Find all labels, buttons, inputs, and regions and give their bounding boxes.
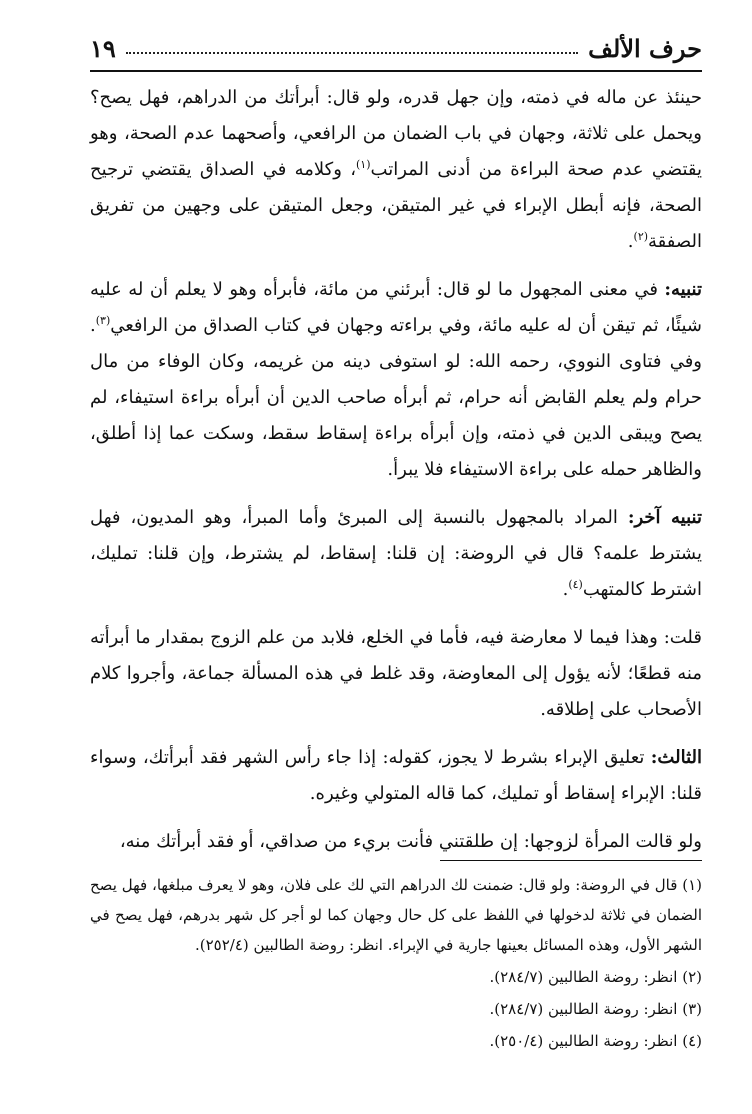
- footnote-separator: [440, 860, 702, 861]
- paragraph: [90, 740, 702, 812]
- header-rule: [90, 70, 702, 72]
- paragraph-text: تعليق الإبراء بشرط لا يجوز، كقوله: إذا جاء رأس الشهر فقد أبرأتك، وسواء قلنا: الإبراء إسقاط أو تمليك، كما قاله المتولي وغيره.: [90, 747, 702, 804]
- paragraph: [90, 272, 702, 488]
- paragraph: [90, 500, 702, 608]
- footnote-ref: (٣): [95, 314, 111, 327]
- paragraph-text: .: [627, 231, 634, 252]
- paragraph-text: .: [562, 579, 569, 600]
- paragraph-heading: تنبيه:: [664, 279, 702, 300]
- paragraph-text: في معنى المجهول ما لو قال: أبرئني من مائة، فأبرأه وهو لا يعلم أن له عليه شيئًا، ثم تيقن أن له عليه مائة، وفي براءته وجهان في كتاب الصداق من الرافعي: [90, 279, 702, 336]
- paragraph-text: حينئذ عن ماله في ذمته، وإن جهل قدره، ولو قال: أبرأتك من الدراهم، فهل يصح؟ ويحمل على ثلاثة، وجهان في باب الضمان من الرافعي، وأصحهما عدم الصحة، وهو يقتضي عدم صحة البراءة من أدنى المراتب: [90, 87, 702, 180]
- footnote: (٤) انظر: روضة الطالبين (٢٥٠/٤).: [489, 1032, 702, 1050]
- leader-dots: [126, 52, 578, 54]
- footnote: (٣) انظر: روضة الطالبين (٢٨٤/٧).: [489, 1000, 702, 1018]
- paragraph-heading: تنبيه آخر:: [627, 507, 702, 528]
- page-header: [90, 30, 702, 66]
- footnote: (١) قال في الروضة: ولو قال: ضمنت لك الدراهم التي لك على فلان، وهو لا يعرف مبلغها، فهل يصح الضمان في ثلاثة لدخولها في اللفظ على كل حال وجهان كما لو أجر كل شهر بدرهم، فهل يصح في الشهر الأول، وهذه المسائل بعينها جارية في الإبراء. انظر: روضة الطالبين (٢٥٢/٤).: [90, 876, 702, 954]
- footnote-ref: (٤): [568, 578, 583, 591]
- paragraph-text: . وفي فتاوى النووي، رحمه الله: لو استوفى دينه من غريمه، وكان الوفاء من مال حرام ولم يعلم القابض أنه حرام، ثم أبرأه صاحب الدين أن أبرأه براءة استيفاء، لم يصح ويبقى الدين في ذمته، وإن أبرأه براءة إسقاط سقط، وسكت عما إذا أطلق، والظاهر حمله على براءة الاستيفاء فلا يبرأ.: [90, 315, 702, 480]
- paragraph: [90, 824, 702, 860]
- running-title: حرف الألف: [588, 33, 702, 63]
- footnote-ref: (١): [356, 158, 371, 171]
- main-text: [90, 80, 702, 872]
- paragraph-text: ، وكلامه في الصداق يقتضي ترجيح الصحة، فإنه أبطل الإبراء في غير المتيقن، وجعل المتيقن على وجهين من تفريق الصفقة: [90, 159, 702, 252]
- paragraph-heading: الثالث:: [650, 747, 702, 768]
- paragraph-text: ولو قالت المرأة لزوجها: إن طلقتني فأنت بريء من صداقي، أو فقد أبرأتك منه،: [119, 831, 702, 852]
- paragraph: [90, 80, 702, 260]
- paragraph-text: قلت: وهذا فيما لا معارضة فيه، فأما في الخلع، فلابد من علم الزوج بمقدار ما أبرأته منه قطعًا؛ لأنه يؤول إلى المعاوضة، وقد غلط في هذه المسألة جماعة، وأجروا كلام الأصحاب على إطلاقه.: [90, 627, 702, 720]
- paragraph: [90, 620, 702, 728]
- footnotes: [90, 870, 702, 1058]
- paragraph-text: المراد بالمجهول بالنسبة إلى المبرئ وأما المبرأ، وهو المديون، فهل يشترط علمه؟ قال في الروضة: إن قلنا: إسقاط، لم يشترط، وإن قلنا: تمليك، اشترط كالمتهب: [90, 507, 702, 600]
- footnote-ref: (٢): [633, 230, 649, 243]
- page-number: ١٩: [90, 33, 116, 63]
- footnote: (٢) انظر: روضة الطالبين (٢٨٤/٧).: [489, 968, 702, 986]
